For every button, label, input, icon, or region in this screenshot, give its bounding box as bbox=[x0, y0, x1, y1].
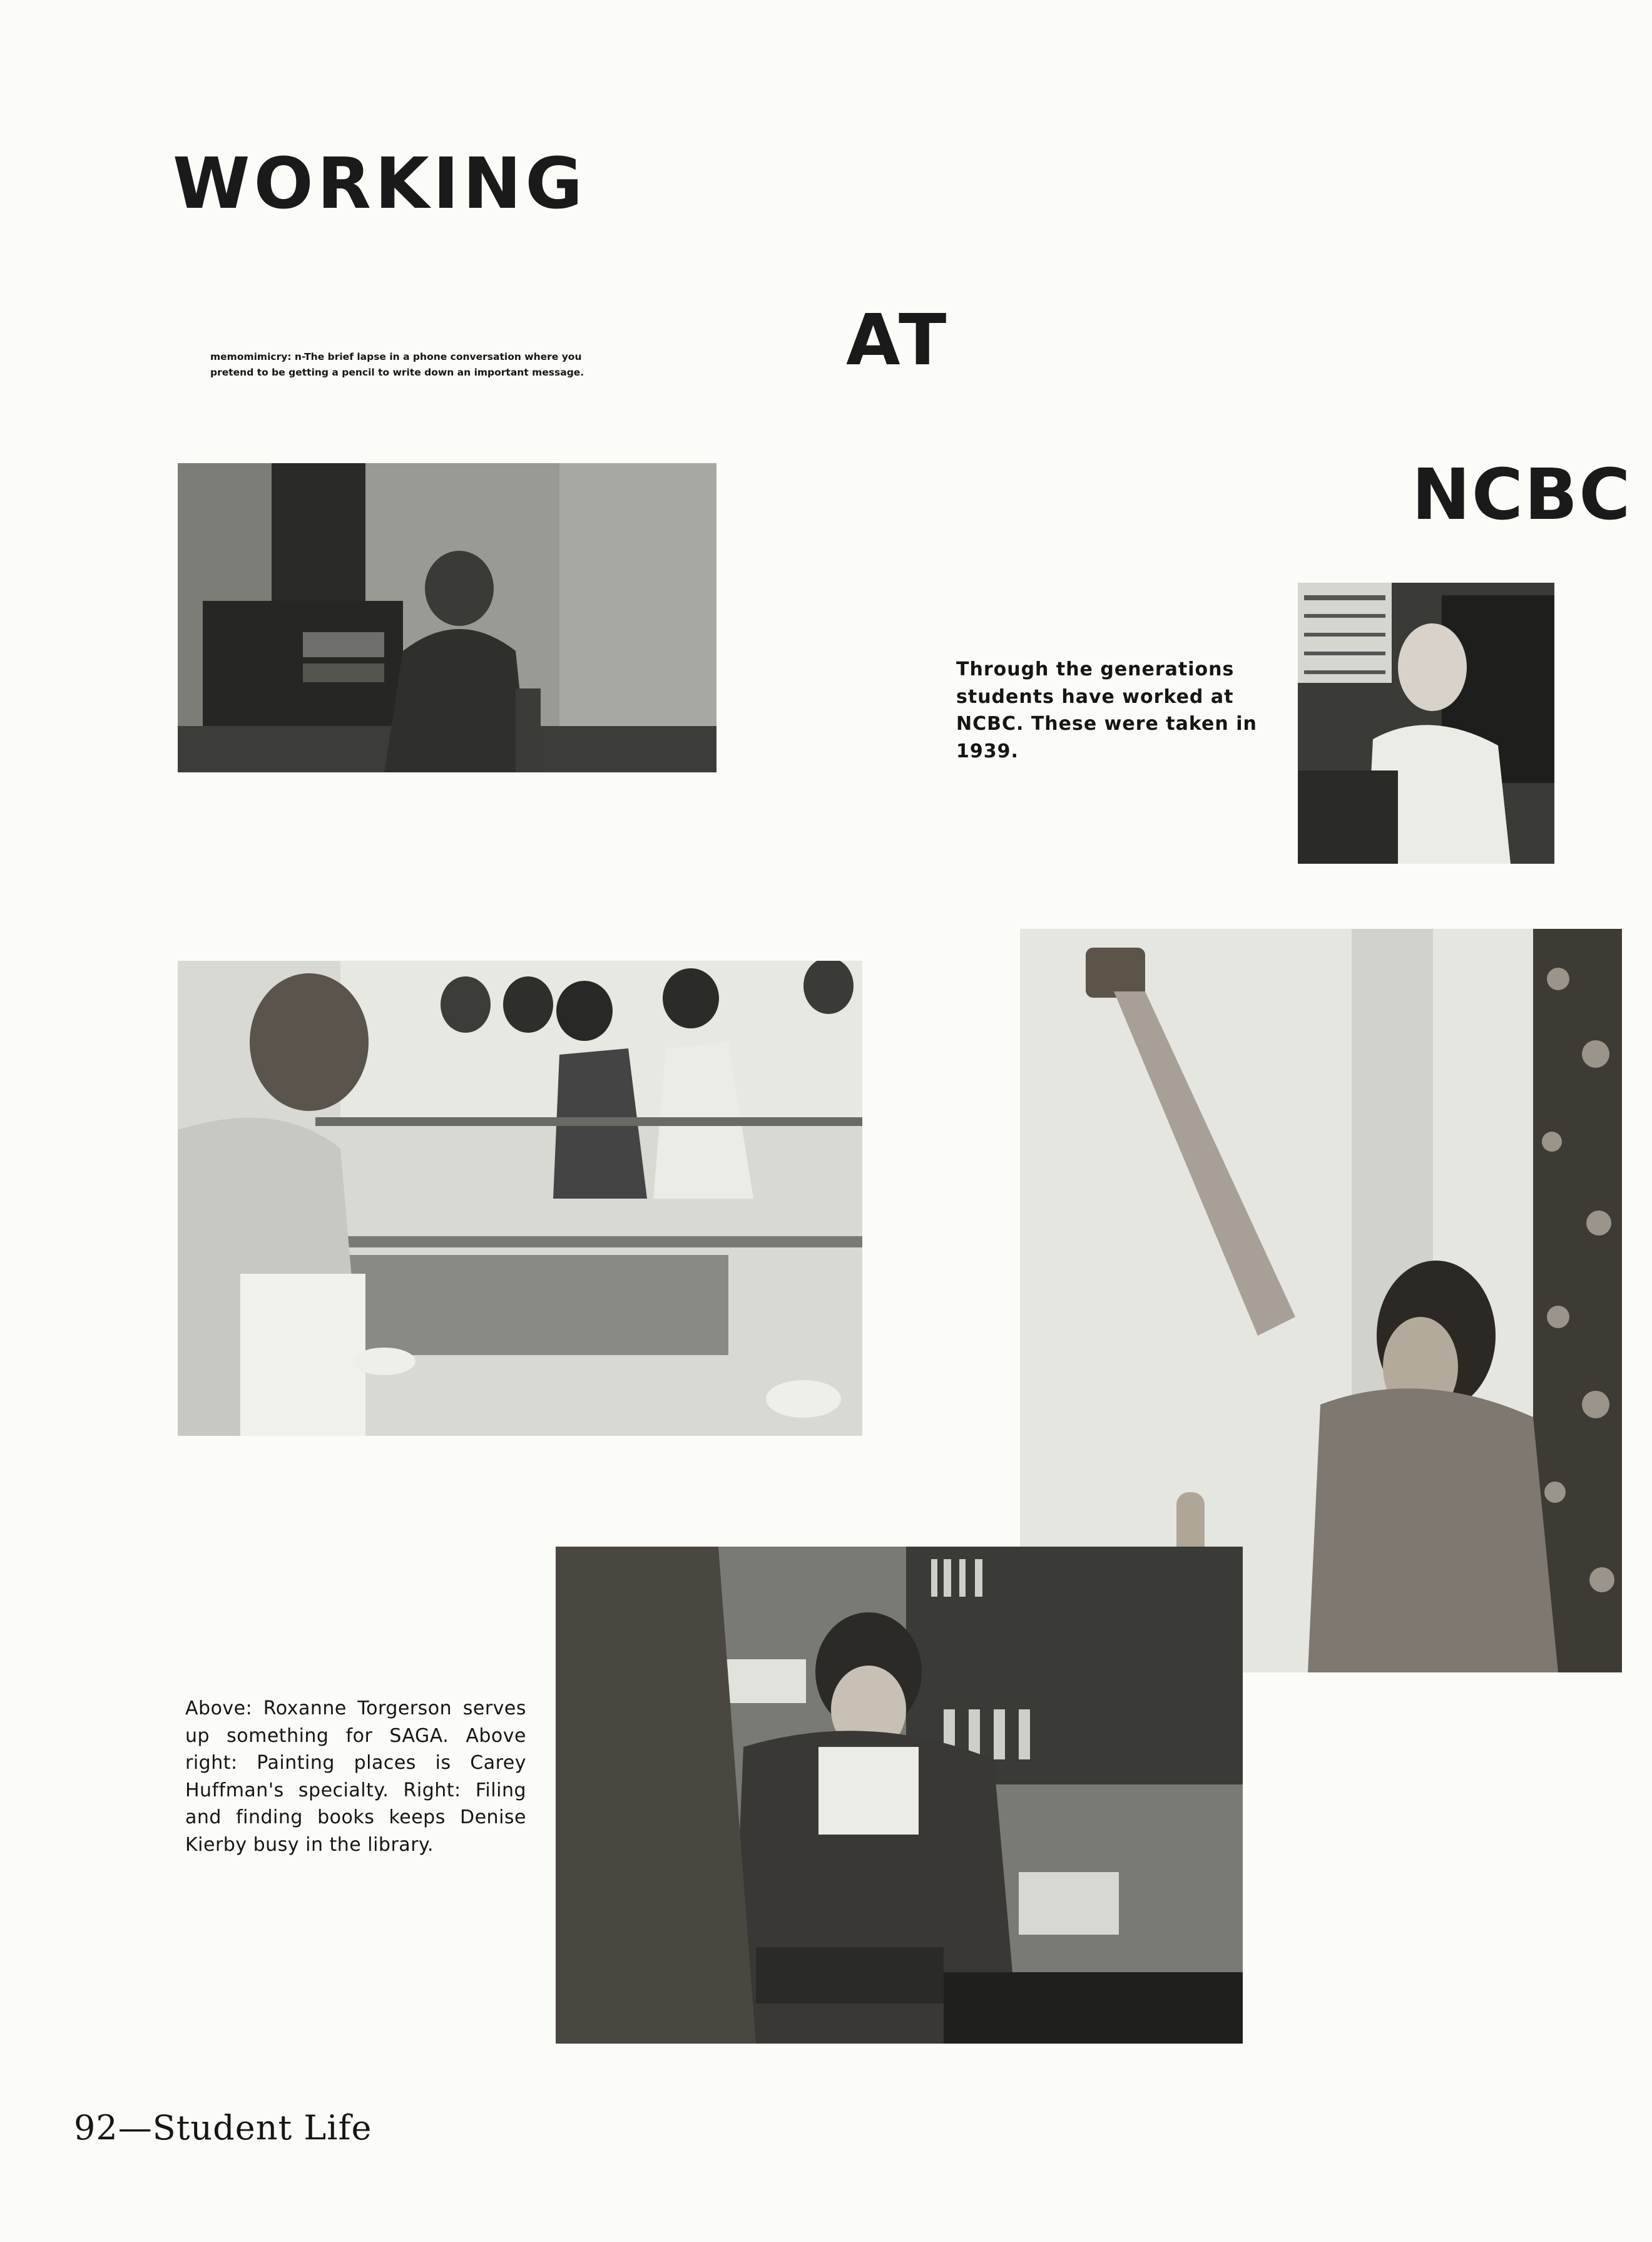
caption-1939: Through the generations students have worked at NCBC. These were taken in 1939. bbox=[956, 658, 1257, 762]
headline-at: AT bbox=[846, 300, 951, 381]
caption-main: Above: Roxanne Torgerson serves up something for SAGA. Above right: Painting places is Carey Huffman's specialty. Right: Filing and finding books keeps Denise Kierby busy in the library. bbox=[185, 1697, 526, 1856]
headline-working: WORKING bbox=[173, 143, 587, 225]
typist-1939-photo bbox=[1298, 583, 1554, 864]
switchboard-operator-photo bbox=[178, 463, 716, 772]
definition-text: memomimicry: n-The brief lapse in a phone conversation where you pretend to be getting a pencil to write down an important message. bbox=[210, 351, 584, 379]
headline-ncbc: NCBC bbox=[1412, 454, 1632, 536]
page-footer: 92—Student Life bbox=[74, 2108, 372, 2147]
cafeteria-service-photo bbox=[178, 961, 862, 1436]
library-filing-photo bbox=[556, 1547, 1243, 2044]
